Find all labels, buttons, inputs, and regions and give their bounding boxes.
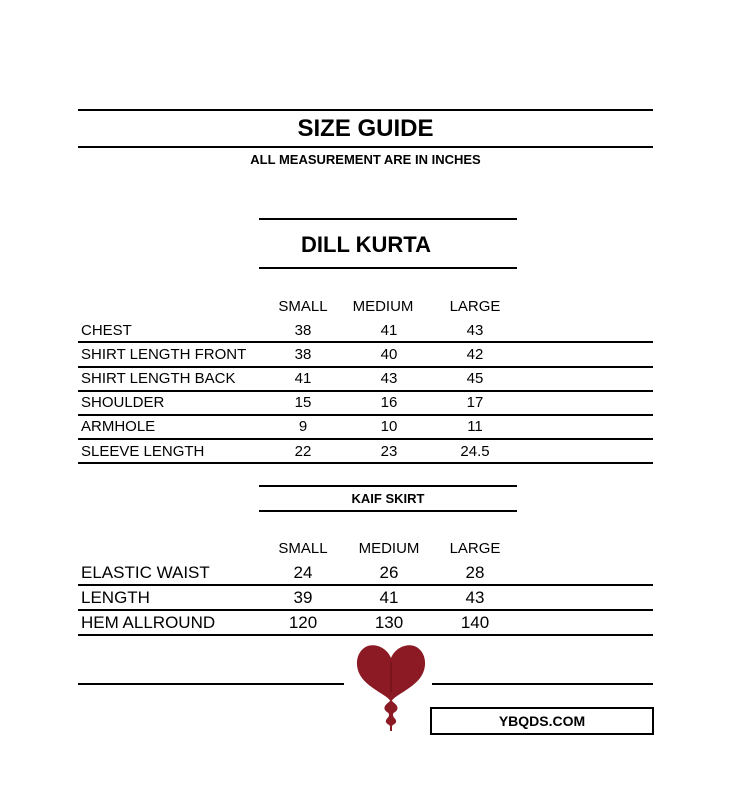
- header-bottom-rule: [78, 146, 653, 148]
- kurta-row-label: SHIRT LENGTH FRONT: [81, 346, 247, 363]
- kurta-title-top-rule: [259, 218, 517, 220]
- skirt-col-medium: MEDIUM: [358, 540, 420, 557]
- skirt-cell: 130: [374, 613, 404, 632]
- header-top-rule: [78, 109, 653, 111]
- skirt-title-bottom-rule: [259, 510, 517, 512]
- kurta-cell: 10: [380, 418, 398, 435]
- website-label[interactable]: YBQDS.COM: [498, 713, 586, 729]
- row-rule: [78, 341, 653, 343]
- skirt-cell: 39: [293, 588, 313, 607]
- skirt-row-label: HEM ALLROUND: [81, 613, 216, 632]
- page-subtitle: ALL MEASUREMENT ARE IN INCHES: [250, 152, 481, 167]
- skirt-row-label: ELASTIC WAIST: [81, 563, 210, 582]
- row-rule: [78, 634, 653, 636]
- kurta-cell: 23: [380, 443, 398, 460]
- kurta-col-large: LARGE: [449, 298, 501, 315]
- kurta-row-label: ARMHOLE: [81, 418, 156, 435]
- kurta-cell: 38: [294, 322, 312, 339]
- row-rule: [78, 414, 653, 416]
- kurta-cell: 24.5: [460, 443, 490, 460]
- row-rule: [78, 462, 653, 464]
- kurta-cell: 42: [466, 346, 484, 363]
- kurta-cell: 15: [294, 394, 312, 411]
- website-badge[interactable]: [430, 707, 654, 735]
- brand-logo-icon: [352, 640, 430, 732]
- row-rule: [78, 438, 653, 440]
- kurta-cell: 11: [467, 418, 483, 435]
- kurta-cell: 9: [298, 418, 308, 435]
- row-rule: [78, 366, 653, 368]
- kurta-row-label: SHIRT LENGTH BACK: [81, 370, 236, 387]
- kurta-col-small: SMALL: [278, 298, 328, 315]
- kurta-cell: 22: [294, 443, 312, 460]
- skirt-col-small: SMALL: [278, 540, 328, 557]
- skirt-col-large: LARGE: [449, 540, 501, 557]
- kurta-cell: 40: [380, 346, 398, 363]
- kurta-cell: 43: [380, 370, 398, 387]
- skirt-cell: 41: [379, 588, 399, 607]
- footer-right-rule: [432, 683, 653, 685]
- kurta-row-label: SHOULDER: [81, 394, 165, 411]
- kurta-cell: 41: [294, 370, 312, 387]
- kurta-cell: 38: [294, 346, 312, 363]
- kurta-cell: 17: [466, 394, 484, 411]
- kurta-cell: 41: [380, 322, 398, 339]
- row-rule: [78, 390, 653, 392]
- kurta-cell: 43: [466, 322, 484, 339]
- skirt-cell: 43: [465, 588, 485, 607]
- kurta-section-title: DILL KURTA: [301, 232, 431, 257]
- skirt-title-top-rule: [259, 485, 517, 487]
- kurta-title-bottom-rule: [259, 267, 517, 269]
- row-rule: [78, 584, 653, 586]
- skirt-cell: 28: [465, 563, 485, 582]
- kurta-row-label: CHEST: [81, 322, 132, 339]
- kurta-row-label: SLEEVE LENGTH: [81, 443, 205, 460]
- skirt-cell: 24: [293, 563, 313, 582]
- skirt-cell: 140: [460, 613, 490, 632]
- skirt-cell: 120: [288, 613, 318, 632]
- skirt-cell: 26: [379, 563, 399, 582]
- footer-left-rule: [78, 683, 344, 685]
- page-title: SIZE GUIDE: [297, 115, 434, 142]
- kurta-col-medium: MEDIUM: [352, 298, 414, 315]
- kurta-cell: 45: [466, 370, 484, 387]
- row-rule: [78, 609, 653, 611]
- skirt-row-label: LENGTH: [81, 588, 150, 607]
- kurta-cell: 16: [380, 394, 398, 411]
- skirt-section-title: KAIF SKIRT: [351, 491, 425, 506]
